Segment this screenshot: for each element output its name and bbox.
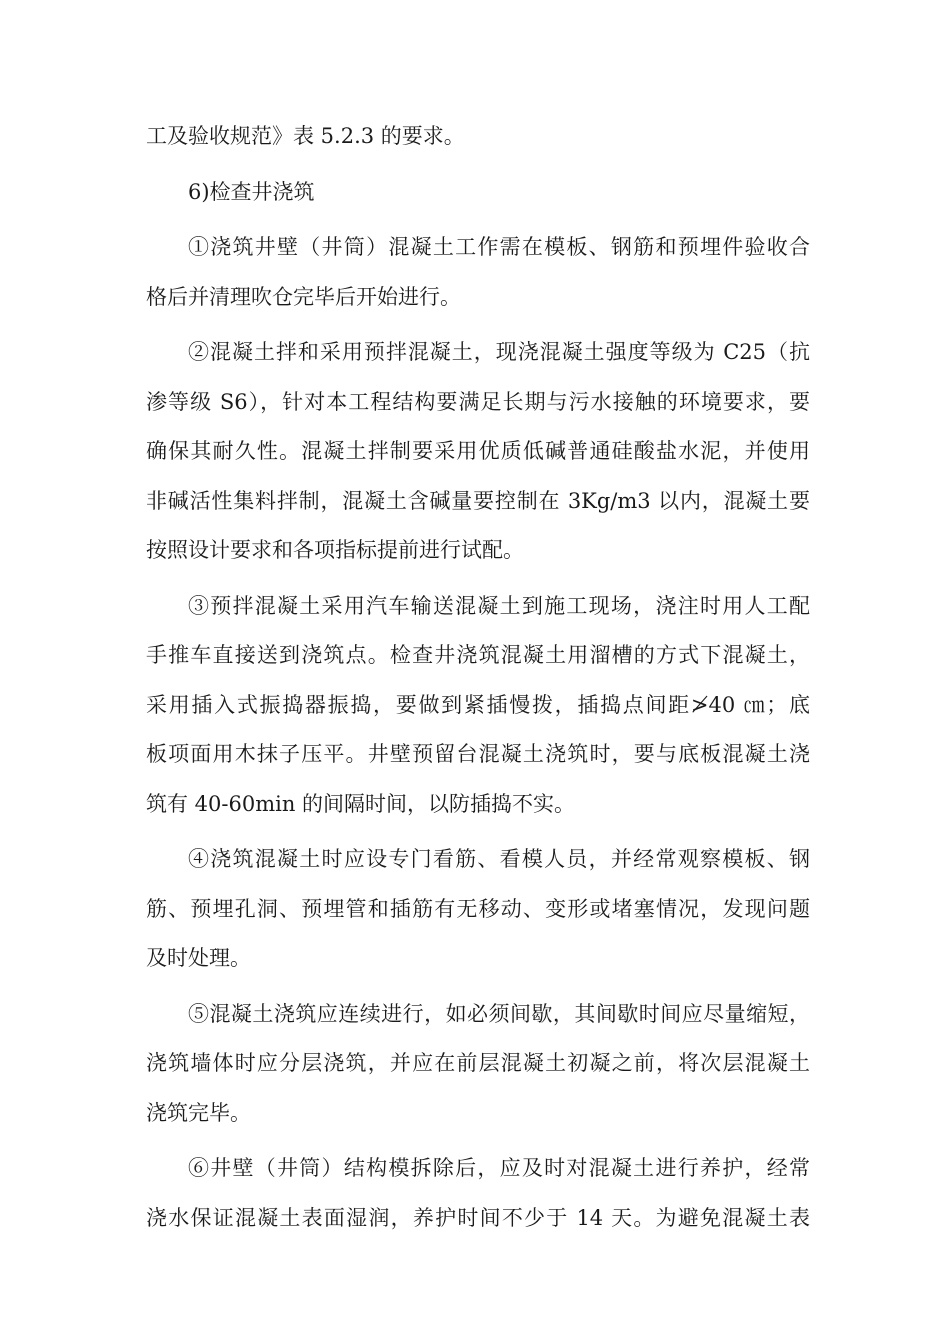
text-line: 筑有 40-60min 的间隔时间，以防插捣不实。 <box>146 791 576 816</box>
paragraph-item-5 <box>146 990 810 1139</box>
text-line: 筋、预埋孔洞、预埋管和插筋有无移动、变形或堵塞情况，发现问题 <box>146 896 810 921</box>
paragraph-item-3 <box>146 582 810 830</box>
text-line: 工及验收规范》表 5.2.3 的要求。 <box>146 124 465 148</box>
text-line: 板项面用木抹子压平。井壁预留台混凝土浇筑时，要与底板混凝土浇 <box>146 742 810 766</box>
paragraph-item-4 <box>146 835 810 984</box>
paragraph-item-1 <box>146 223 810 322</box>
paragraph-item-2 <box>146 328 810 576</box>
text-line: 非碱活性集料拌制，混凝土含碱量要控制在 3Kg/m3 以内，混凝土要 <box>146 488 810 513</box>
section-heading-inspection-well-pouring <box>146 168 810 218</box>
text-line: ③预拌混凝土采用汽车输送混凝土到施工现场，浇注时用人工配 <box>188 593 810 618</box>
text-line: 采用插入式振捣器振捣，要做到紧插慢拨，插捣点间距≯40 ㎝；底 <box>146 692 810 717</box>
paragraph-standard-reference <box>146 112 810 162</box>
text-line: 格后并清理吹仓完毕后开始进行。 <box>146 284 461 309</box>
text-line: 确保其耐久性。混凝土拌制要采用优质低碱普通硅酸盐水泥，并使用 <box>146 439 810 463</box>
text-line: ⑥井壁（井筒）结构模拆除后，应及时对混凝土进行养护，经常 <box>188 1156 810 1180</box>
text-line: 浇筑完毕。 <box>146 1100 251 1125</box>
text-line: 按照设计要求和各项指标提前进行试配。 <box>146 538 524 562</box>
text-line: 6)检查井浇筑 <box>188 179 315 204</box>
text-line: ④浇筑混凝土时应设专门看筋、看模人员，并经常观察模板、钢 <box>188 847 810 871</box>
text-line: 手推车直接送到浇筑点。检查井浇筑混凝土用溜槽的方式下混凝土， <box>146 643 810 667</box>
text-line: 渗等级 S6），针对本工程结构要满足长期与污水接触的环境要求，要 <box>146 389 810 414</box>
text-line: 浇筑墙体时应分层浇筑，并应在前层混凝土初凝之前，将次层混凝土 <box>146 1051 810 1075</box>
text-line: ②混凝土拌和采用预拌混凝土，现浇混凝土强度等级为 C25（抗 <box>188 340 810 364</box>
text-line: ⑤混凝土浇筑应连续进行，如必须间歇，其间歇时间应尽量缩短， <box>188 1001 810 1026</box>
paragraph-item-6 <box>146 1144 810 1243</box>
text-line: 及时处理。 <box>146 946 251 970</box>
text-line: ①浇筑井壁（井筒）混凝土工作需在模板、钢筋和预埋件验收合 <box>188 235 810 259</box>
document-page <box>146 112 810 1243</box>
text-line: 浇水保证混凝土表面湿润，养护时间不少于 14 天。为避免混凝土表 <box>146 1205 810 1230</box>
